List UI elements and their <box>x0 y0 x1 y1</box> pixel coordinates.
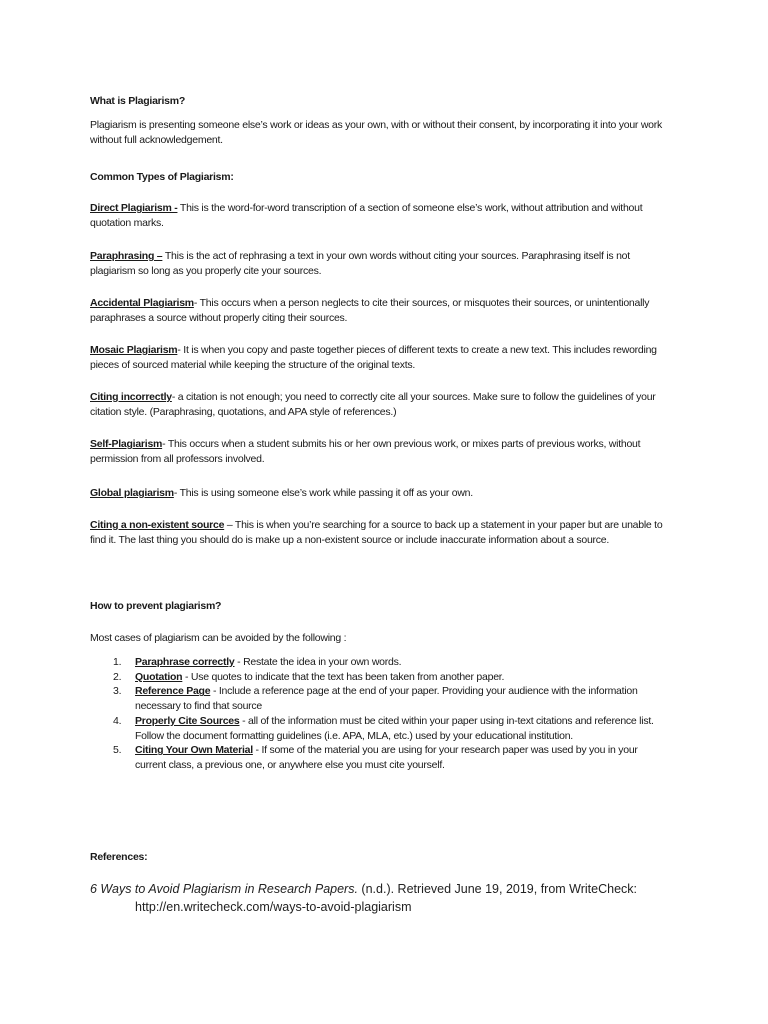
list-item <box>90 684 665 713</box>
type-non-existent <box>90 518 675 548</box>
reference-url[interactable]: http://en.writecheck.com/ways-to-avoid-plagiarism <box>135 900 412 914</box>
list-number: 3. <box>113 685 122 698</box>
type-mosaic <box>90 343 675 373</box>
type-term: Paraphrasing – <box>90 250 163 262</box>
type-term: Global plagiarism <box>90 487 174 499</box>
type-term: Citing incorrectly <box>90 391 172 403</box>
step-desc: - If some of the material you are using for your research paper was used by you in your current class, a previous one, or anywhere else you must cite yourself. <box>135 744 638 771</box>
type-term: Mosaic Plagiarism <box>90 344 178 356</box>
type-citing-incorrectly <box>90 390 675 420</box>
reference-entry <box>90 880 680 916</box>
type-desc: This is the act of rephrasing a text in your own words without citing your sources. Paraphrasing itself is not plagiarism so long as you properly cite your sources. <box>90 250 630 277</box>
prevent-heading: How to prevent plagiarism? <box>90 600 222 612</box>
definition-paragraph: Plagiarism is presenting someone else’s work or ideas as your own, with or without their consent, by incorporating it into your work without full acknowledgement. <box>90 119 663 146</box>
type-global <box>90 486 675 501</box>
type-desc: - It is when you copy and paste together pieces of different texts to create a new text. This includes rewording pieces of sourced material while keeping the structure of the original texts. <box>90 344 657 371</box>
references-heading: References: <box>90 851 148 863</box>
type-paraphrasing <box>90 249 675 279</box>
type-term: Self-Plagiarism <box>90 438 163 450</box>
type-desc: - This is using someone else’s work while passing it off as your own. <box>173 487 473 499</box>
type-direct <box>90 201 675 231</box>
step-desc: - all of the information must be cited within your paper using in-text citations and reference list. Follow the document formatting guidelines (i.e. APA, MLA, etc.) used by your educational institution. <box>135 714 654 742</box>
list-item <box>90 714 665 743</box>
reference-title: 6 Ways to Avoid Plagiarism in Research Papers. <box>90 882 358 896</box>
type-desc: This is the word-for-word transcription of a section of someone else’s work, without attribution and without quotation marks. <box>90 202 643 229</box>
type-desc: – This is when you’re searching for a source to back up a statement in your paper but are unable to find it. The last thing you should do is make up a non-existent source or include inaccurate information about a source. <box>90 519 663 546</box>
prevention-list <box>90 655 665 773</box>
types-heading: Common Types of Plagiarism: <box>90 171 234 183</box>
step-term: Citing Your Own Material <box>135 744 253 757</box>
step-desc: - Use quotes to indicate that the text has been taken from another paper. <box>182 670 505 683</box>
type-term: Accidental Plagiarism <box>90 297 194 309</box>
step-term: Quotation <box>135 670 183 683</box>
reference-details: (n.d.). Retrieved June 19, 2019, from WriteCheck: <box>357 882 638 896</box>
list-item <box>90 743 665 772</box>
list-number: 2. <box>113 670 122 683</box>
list-number: 1. <box>113 656 122 668</box>
type-term: Citing a non-existent source <box>90 519 225 531</box>
type-desc: - This occurs when a person neglects to cite their sources, or misquotes their sources, or unintentionally paraphrases a source without properly citing their sources. <box>90 297 650 324</box>
step-term: Paraphrase correctly <box>135 656 235 668</box>
step-desc: - Include a reference page at the end of your paper. Providing your audience with the information necessary to find that source <box>135 685 638 713</box>
list-item <box>90 670 665 685</box>
step-term: Reference Page <box>135 685 211 698</box>
step-term: Properly Cite Sources <box>135 714 240 727</box>
type-desc: - a citation is not enough; you need to correctly cite all your sources. Make sure to follow the guidelines of your citation style. (Paraphrasing, quotations, and APA style of references.) <box>90 391 656 418</box>
step-desc: - Restate the idea in your own words. <box>234 656 402 668</box>
type-desc: - This occurs when a student submits his or her own previous work, or mixes parts of previous works, without permission from all professors involved. <box>90 438 641 465</box>
type-self-plagiarism <box>90 437 675 467</box>
what-is-heading: What is Plagiarism? <box>90 95 186 107</box>
list-number: 5. <box>113 744 122 757</box>
type-term: Direct Plagiarism - <box>90 202 178 214</box>
list-number: 4. <box>113 714 122 727</box>
prevent-intro: Most cases of plagiarism can be avoided by the following : <box>90 632 347 644</box>
type-accidental <box>90 296 675 326</box>
list-item <box>90 655 665 670</box>
